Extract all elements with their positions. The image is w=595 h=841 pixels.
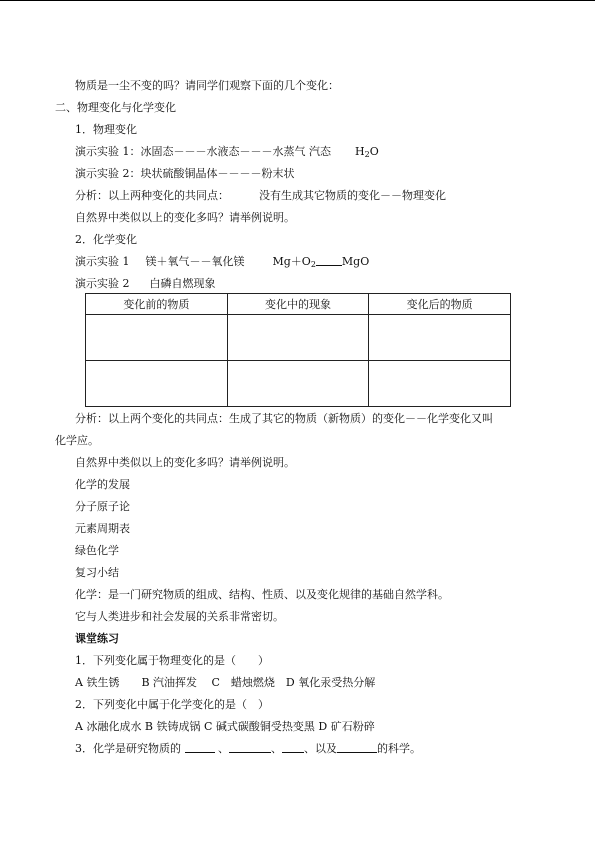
physical-exp2: 演示实验 2：块状硫酸铜晶体－－－－粉末状 [75,167,295,180]
physical-exp1-text: 冰固态－－－水液态－－－水蒸气 汽态 [140,145,331,158]
intro-text: 物质是一尘不变的吗？请同学们观察下面的几个变化： [75,79,339,92]
physical-exp1 [75,145,379,162]
physical-analysis [75,189,446,203]
topic-item: 绿色化学 [75,544,119,557]
equation-arrow-blank [316,255,342,266]
magnesium-equation: $Mg+O_2$ MgO [272,255,370,269]
chemical-exp1-text: 镁＋氧气－－氧化镁 [145,255,245,268]
answer-blank[interactable] [282,742,304,753]
observation-table [85,293,511,407]
practice-q1: 1．下列变化属于物理变化的是（ ） [75,654,269,667]
summary-line2: 它与人类进步和社会发展的关系非常密切。 [75,610,284,623]
chemical-exp1-label: 演示实验 1 [75,255,130,268]
practice-q2-options: A 冰融化成水 B 铁铸成锅 C 碱式碳酸铜受热变黑 D 矿石粉碎 [75,720,375,733]
topic-item: 复习小结 [75,566,119,579]
chemical-exp1 [75,255,369,272]
chemical-analysis-line1: 分析：以上两个变化的共同点：生成了其它的物质（新物质）的变化－－化学变化又叫 [75,412,493,425]
table-cell[interactable] [369,361,511,407]
physical-question: 自然界中类似以上的变化多吗？请举例说明。 [75,211,295,224]
chemical-heading: 2．化学变化 [75,233,137,246]
practice-q2: 2．下列变化中属于化学变化的是（ ） [75,698,269,711]
chemical-exp2 [75,277,216,291]
summary-line1: 化学：是一门研究物质的组成、结构、性质、以及变化规律的基础自然学科。 [75,588,449,601]
table-cell[interactable] [227,315,369,361]
header-before: 变化前的物质 [86,294,228,315]
table-cell[interactable] [86,315,228,361]
answer-blank[interactable] [229,742,271,753]
topic-item: 化学的发展 [75,478,130,491]
table-row [86,315,511,361]
physical-heading: 1．物理变化 [75,123,137,136]
section-title: 二、物理变化与化学变化 [55,101,176,114]
physical-exp1-label: 演示实验 1： [75,145,141,158]
topic-item: 分子原子论 [75,500,130,513]
practice-q3: 3．化学是研究物质的 、 、 、以及 的科学。 [75,742,421,755]
physical-analysis-label: 分析：以上两种变化的共同点： [75,189,229,202]
chemical-exp2-text: 白磷自燃现象 [149,277,216,290]
table-cell[interactable] [227,361,369,407]
header-during: 变化中的现象 [227,294,369,315]
chemical-question: 自然界中类似以上的变化多吗？请举例说明。 [75,456,295,469]
chemical-analysis-line2: 化学应。 [55,434,99,447]
header-after: 变化后的物质 [369,294,511,315]
table-header-row [86,294,511,315]
practice-title: 课堂练习 [75,632,119,645]
answer-blank[interactable] [185,742,215,753]
physical-analysis-text: 没有生成其它物质的变化－－物理变化 [259,189,446,202]
water-formula: $H_2O$ [355,145,379,159]
chemical-exp2-label: 演示实验 2 [75,277,130,290]
table-cell[interactable] [369,315,511,361]
table-row [86,361,511,407]
top-rule [0,0,595,1]
answer-blank[interactable] [337,742,377,753]
topic-item: 元素周期表 [75,522,130,535]
practice-q1-options: A 铁生锈 B 汽油挥发 C 蜡烛燃烧 D 氧化汞受热分解 [75,676,376,689]
table-cell[interactable] [86,361,228,407]
